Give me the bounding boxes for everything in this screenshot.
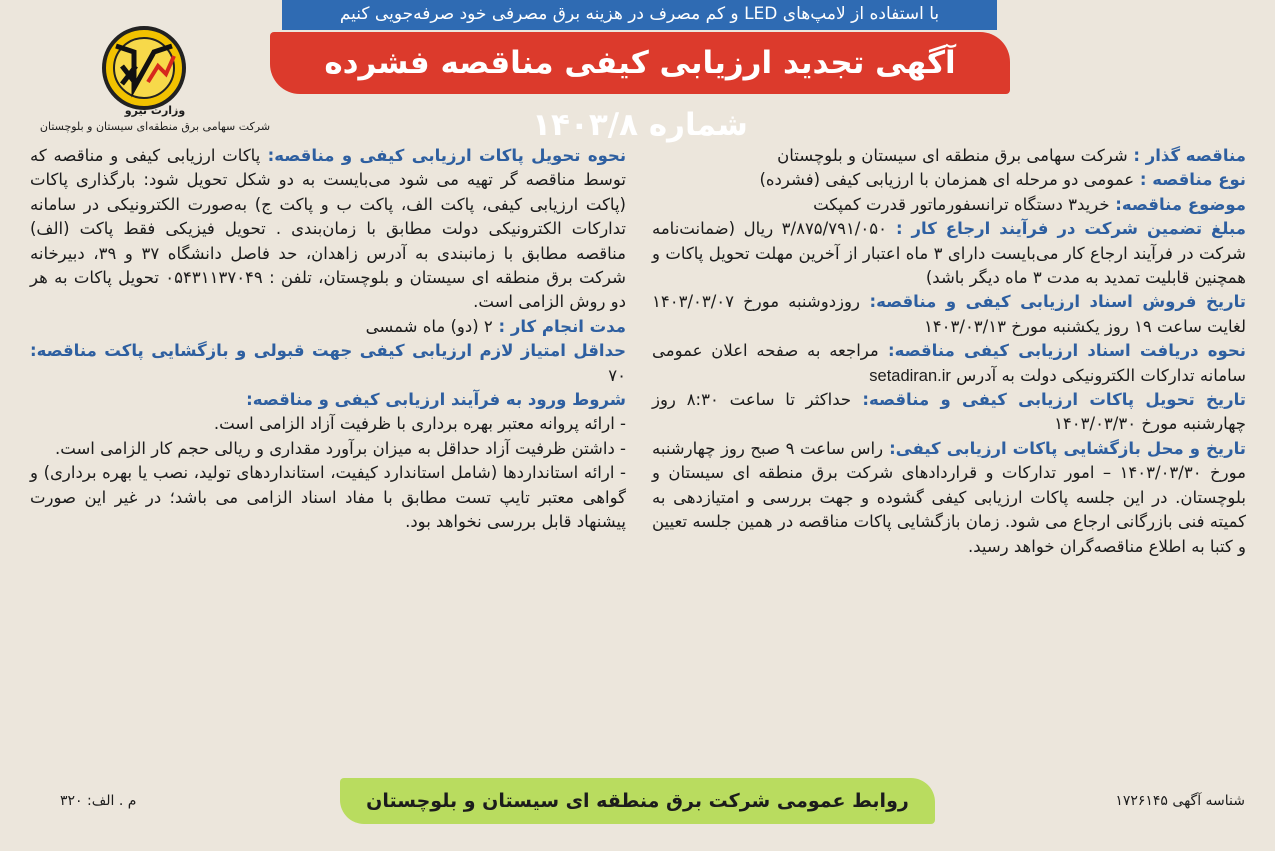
label-doc-sale-date: تاریخ فروش اسناد ارزیابی کیفی و مناقصه: [859, 292, 1246, 312]
paragraph-opening [652, 437, 1246, 559]
paragraph-duration [30, 315, 626, 339]
condition-item [30, 412, 626, 436]
label-entry-conditions: شروط ورود به فرآیند ارزیابی کیفی و مناقصه: [246, 390, 626, 410]
value-doc-sale-date: روزدوشنبه مورخ ۱۴۰۳/۰۳/۰۷ لغایت ساعت ۱۹ روز یکشنبه مورخ ۱۴۰۳/۰۳/۱۳ [652, 292, 1246, 336]
label-opening: تاریخ و محل بازگشایی پاکات ارزیابی کیفی: [883, 438, 1246, 458]
paragraph-tenderer [652, 144, 1246, 168]
value-tender-subject: خرید۳ دستگاه ترانسفورماتور قدرت کمپکت [813, 194, 1110, 214]
logo-company-label: شرکت سهامی برق منطقه‌ای سیستان و بلوچستان [39, 120, 271, 133]
condition-item [30, 437, 626, 461]
label-min-score: حداقل امتیاز لازم ارزیابی کیفی جهت قبولی و بازگشایی پاکت مناقصه: [30, 341, 626, 361]
condition-text: - ارائه استانداردها (شامل استاندارد کیفیت، استانداردهای تولید، نصب یا بهره برداری) و گواهی معتبر تایپ تست مطابق با مفاد اسناد الزامی می باشد؛ در غیر این صورت پیشنهاد قابل بررسی نخواهد بود. [30, 463, 626, 532]
ad-id: شناسه آگهی ۱۷۲۶۱۴۵ [1115, 793, 1245, 809]
value-duration: ۲ (دو) ماه شمسی [365, 316, 493, 336]
value-tenderer: شرکت سهامی برق منطقه ای سیستان و بلوچستان [777, 146, 1128, 165]
label-doc-receive: نحوه دریافت اسناد ارزیابی کیفی مناقصه: [878, 341, 1246, 361]
paragraph-delivery-date [652, 388, 1246, 437]
label-tender-type: نوع مناقصه : [1134, 170, 1246, 190]
label-delivery-date: تاریخ تحویل پاکات ارزیابی کیفی و مناقصه: [851, 390, 1246, 410]
page-title: آگهی تجدید ارزیابی کیفی مناقصه فشرده شماره ۱۴۰۳/۸ [270, 32, 1010, 94]
right-column [652, 144, 1246, 559]
label-delivery-method: نحوه تحویل پاکات ارزیابی کیفی و مناقصه: [260, 146, 627, 165]
value-delivery-method: پاکات ارزیابی کیفی و مناقصه که توسط مناقصه گر تهیه می شود می‌بایست به دو شکل تحویل شود: بارگذاری پاکات (پاکت ارزیابی کیفی، پاکت الف، پاکت ب و پاکت ج) به‌صورت الکترونیکی در سامانه تدارکات الکترونیکی دولت مطابق با زمان‌بندی . تحویل فیزیکی فقط پاکت (الف) مناقصه مطابق با زمانبندی به آدرس زاهدان، حد فاصل دانشگاه ۳۷ و ۳۹، دبیرخانه شرکت برق منطقه ای سیستان و بلوچستان، تلفن : ۰۵۴۳۱۱۳۷۰۴۹ تحویل پاکات به هر دو روش الزامی است. [30, 146, 626, 312]
energy-saving-banner: با استفاده از لامپ‌های LED و کم مصرف در هزینه برق مصرفی خود صرفه‌جویی کنیم [282, 0, 997, 30]
paragraph-doc-sale-date [652, 290, 1246, 339]
paragraph-doc-receive [652, 339, 1246, 388]
paragraph-tender-type [652, 168, 1246, 192]
value-opening: راس ساعت ۹ صبح روز چهارشنبه مورخ ۱۴۰۳/۰۳/۳۰ – امور تدارکات و قراردادهای شرکت برق منطقه ای سیستان و بلوچستان. در این جلسه پاکات ارزیابی کیفی گشوده و جهت بررسی و امتیازدهی به کمیته فنی بازرگانی ارجاع می شود. زمان بازگشایی پاکات مناقصه در همین جلسه تعیین و کتبا به اطلاع مناقصه‌گران خواهد رسید. [652, 438, 1246, 556]
condition-item [30, 461, 626, 534]
paragraph-entry-conditions [30, 388, 626, 412]
left-column [30, 144, 626, 535]
value-guarantee: ۳/۸۷۵/۷۹۱/۰۵۰ ریال (ضمانت‌نامه شرکت در فرآیند ارجاع کار می‌بایست دارای ۳ ماه اعتبار از آخرین مهلت تحویل پاکات و همچنین قابلیت تمدید به مدت ۳ ماه دیگر باشد) [652, 219, 1246, 288]
paragraph-tender-subject [652, 193, 1246, 217]
label-duration: مدت انجام کار : [492, 316, 626, 336]
paragraph-guarantee [652, 217, 1246, 290]
condition-text: - ارائه پروانه معتبر بهره برداری با ظرفیت آزاد الزامی است. [213, 414, 626, 434]
value-doc-receive: مراجعه به صفحه اعلان عمومی سامانه تدارکات الکترونیکی دولت به آدرس [652, 341, 1246, 385]
footer-public-relations: روابط عمومی شرکت برق منطقه ای سیستان و بلوچستان [340, 778, 935, 824]
paragraph-delivery-method [30, 144, 626, 315]
label-guarantee: مبلغ تضمین شرکت در فرآیند ارجاع کار : [886, 219, 1246, 239]
value-delivery-date: حداکثر تا ساعت ۸:۳۰ روز چهارشنبه مورخ ۱۴۰۳/۰۳/۳۰ [652, 390, 1246, 434]
label-tenderer: مناقصه گذار : [1127, 146, 1246, 165]
paragraph-min-score [30, 339, 626, 388]
value-tender-type: عمومی دو مرحله ای همزمان با ارزیابی کیفی (فشرده) [759, 170, 1135, 190]
label-tender-subject: موضوع مناقصه: [1109, 194, 1246, 214]
ad-reference: م . الف: ۳۲۰ [60, 793, 137, 809]
condition-text: - داشتن ظرفیت آزاد حداقل به میزان برآورد مقداری و ریالی حجم کار الزامی است. [55, 438, 626, 458]
setadiran-link[interactable]: setadiran.ir [869, 366, 951, 385]
value-min-score: ۷۰ [608, 365, 626, 385]
logo-ministry-label: وزارت نیرو [124, 104, 186, 117]
